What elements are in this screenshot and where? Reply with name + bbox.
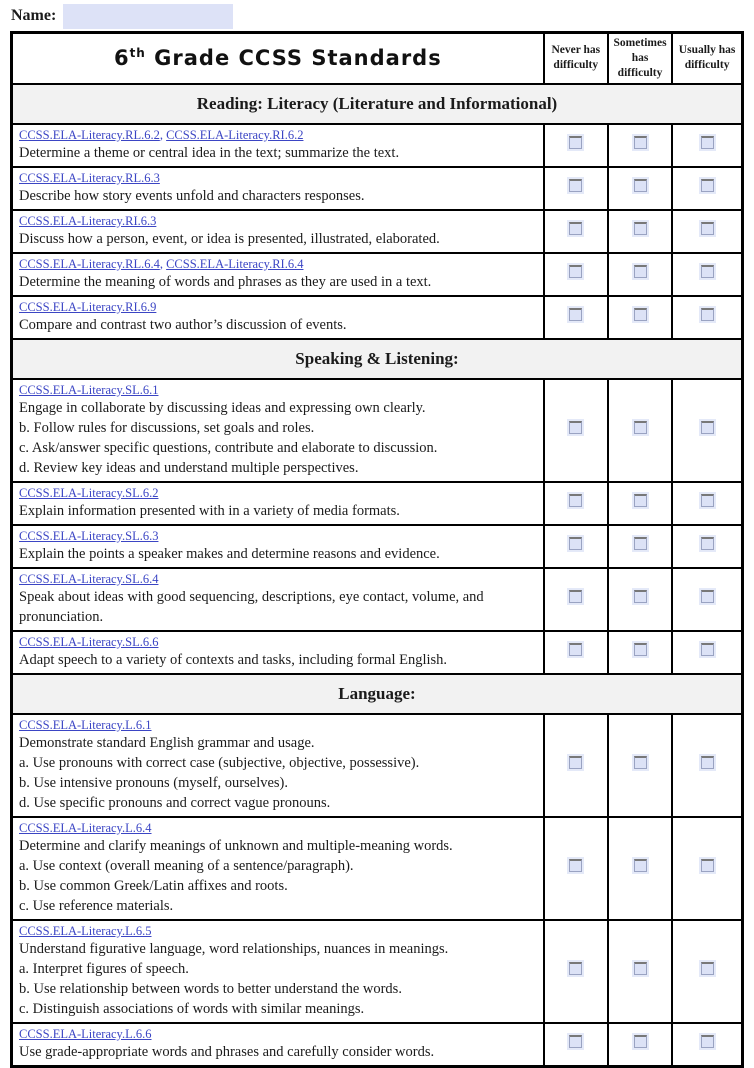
checkbox-cell (544, 379, 608, 482)
standard-cell (12, 631, 544, 674)
checkbox-cell (544, 296, 608, 339)
standard-code-link[interactable]: CCSS.ELA-Literacy.SL.6.3 (19, 528, 159, 543)
standard-code-link[interactable]: CCSS.ELA-Literacy.RI.6.3 (19, 213, 157, 228)
checkbox-cell (672, 167, 742, 210)
standard-description: Demonstrate standard English grammar and usage. (19, 734, 315, 751)
checkbox-cell (544, 920, 608, 1023)
checkbox-cell (608, 920, 672, 1023)
checkbox-cell (608, 631, 672, 674)
standard-code-link[interactable]: CCSS.ELA-Literacy.RL.6.2 (19, 127, 160, 142)
checkbox-cell (608, 210, 672, 253)
difficulty-checkbox[interactable] (634, 421, 647, 434)
standard-code-line (19, 381, 537, 398)
standard-code-link[interactable]: CCSS.ELA-Literacy.L.6.1 (19, 717, 152, 732)
standard-cell (12, 124, 544, 167)
standard-code-link[interactable]: CCSS.ELA-Literacy.SL.6.6 (19, 634, 159, 649)
standard-code-link[interactable]: CCSS.ELA-Literacy.L.6.6 (19, 1026, 152, 1041)
difficulty-checkbox[interactable] (634, 643, 647, 656)
standard-code-link[interactable]: CCSS.ELA-Literacy.L.6.4 (19, 820, 152, 835)
difficulty-checkbox[interactable] (569, 962, 582, 975)
difficulty-checkbox[interactable] (701, 756, 714, 769)
checkbox-cell (672, 920, 742, 1023)
standard-code-line (19, 633, 537, 650)
section-row (12, 339, 743, 379)
title-ordinal-suffix: th (129, 46, 146, 61)
difficulty-checkbox[interactable] (701, 308, 714, 321)
checkbox-cell (608, 379, 672, 482)
difficulty-checkbox[interactable] (569, 1035, 582, 1048)
difficulty-checkbox[interactable] (701, 537, 714, 550)
standard-description: Use grade-appropriate words and phrases and carefully consider words. (19, 1043, 435, 1060)
code-separator: , (159, 256, 167, 271)
difficulty-checkbox[interactable] (634, 537, 647, 550)
difficulty-checkbox[interactable] (634, 859, 647, 872)
standard-row (12, 167, 743, 210)
table-title (12, 33, 544, 84)
difficulty-checkbox[interactable] (569, 756, 582, 769)
difficulty-checkbox[interactable] (701, 494, 714, 507)
checkbox-cell (544, 124, 608, 167)
section-row (12, 674, 743, 714)
standard-description: c. Distinguish associations of words with similar meanings. (19, 1000, 365, 1017)
difficulty-checkbox[interactable] (569, 537, 582, 550)
standard-row (12, 1023, 743, 1067)
checkbox-cell (672, 379, 742, 482)
standard-code-line (19, 527, 537, 544)
standard-description: b. Use common Greek/Latin affixes and roots. (19, 877, 288, 894)
standard-row (12, 124, 743, 167)
difficulty-checkbox[interactable] (569, 265, 582, 278)
standard-cell (12, 714, 544, 817)
standard-row (12, 379, 743, 482)
checkbox-cell (544, 210, 608, 253)
standard-description: Determine a theme or central idea in the text; summarize the text. (19, 144, 400, 161)
standard-code-line (19, 484, 537, 501)
difficulty-checkbox[interactable] (569, 308, 582, 321)
section-row (12, 84, 743, 124)
standard-description: a. Interpret figures of speech. (19, 960, 189, 977)
checkbox-cell (672, 631, 742, 674)
difficulty-checkbox[interactable] (634, 1035, 647, 1048)
code-separator: , (159, 127, 167, 142)
standard-cell (12, 167, 544, 210)
table-header-row (12, 33, 743, 84)
name-input[interactable] (63, 4, 233, 29)
standard-code-link[interactable]: CCSS.ELA-Literacy.RI.6.4 (166, 256, 304, 271)
standard-description: Compare and contrast two author’s discussion of events. (19, 316, 347, 333)
difficulty-checkbox[interactable] (569, 643, 582, 656)
difficulty-checkbox[interactable] (569, 494, 582, 507)
standard-code-line (19, 922, 537, 939)
standard-row (12, 920, 743, 1023)
standard-row (12, 568, 743, 631)
difficulty-checkbox[interactable] (634, 494, 647, 507)
checkbox-cell (672, 817, 742, 920)
checkbox-cell (672, 568, 742, 631)
difficulty-checkbox[interactable] (701, 136, 714, 149)
name-label: Name: (11, 7, 57, 24)
difficulty-checkbox[interactable] (634, 222, 647, 235)
difficulty-checkbox[interactable] (701, 265, 714, 278)
standard-row (12, 714, 743, 817)
difficulty-checkbox[interactable] (701, 1035, 714, 1048)
standard-description: Speak about ideas with good sequencing, descriptions, eye contact, volume, and pronunciation. (19, 588, 484, 625)
standard-cell (12, 920, 544, 1023)
difficulty-checkbox[interactable] (634, 308, 647, 321)
section-heading: Language: (12, 674, 743, 714)
checkbox-cell (672, 482, 742, 525)
title-text: Grade CCSS Standards (145, 46, 442, 71)
checkbox-cell (672, 296, 742, 339)
standard-description: Understand figurative language, word relationships, nuances in meanings. (19, 940, 449, 957)
checkbox-cell (544, 568, 608, 631)
difficulty-checkbox[interactable] (569, 590, 582, 603)
difficulty-checkbox[interactable] (701, 222, 714, 235)
standard-cell (12, 253, 544, 296)
standard-code-link[interactable]: CCSS.ELA-Literacy.RL.6.3 (19, 170, 160, 185)
checkbox-cell (608, 1023, 672, 1067)
checkbox-cell (544, 714, 608, 817)
standard-row (12, 631, 743, 674)
standard-cell (12, 1023, 544, 1067)
difficulty-checkbox[interactable] (701, 962, 714, 975)
difficulty-checkbox[interactable] (634, 136, 647, 149)
standard-code-line (19, 169, 537, 186)
standard-description: a. Use context (overall meaning of a sentence/paragraph). (19, 857, 354, 874)
title-number: 6 (113, 46, 130, 71)
section-heading: Reading: Literacy (Literature and Informational) (12, 84, 743, 124)
checkbox-cell (544, 631, 608, 674)
standard-row (12, 210, 743, 253)
standard-code-line (19, 570, 537, 587)
standard-code-link[interactable]: CCSS.ELA-Literacy.RI.6.2 (166, 127, 304, 142)
difficulty-checkbox[interactable] (569, 421, 582, 434)
difficulty-checkbox[interactable] (634, 179, 647, 192)
standard-description: Adapt speech to a variety of contexts and tasks, including formal English. (19, 651, 448, 668)
standard-code-line (19, 255, 537, 272)
standard-row (12, 253, 743, 296)
standard-code-line (19, 212, 537, 229)
standard-description: a. Use pronouns with correct case (subjective, objective, possessive). (19, 754, 420, 771)
checkbox-cell (608, 167, 672, 210)
checkbox-cell (544, 482, 608, 525)
name-row (10, 2, 744, 30)
standard-description: Explain information presented with in a variety of media formats. (19, 502, 400, 519)
checkbox-cell (672, 124, 742, 167)
difficulty-checkbox[interactable] (701, 643, 714, 656)
standard-description: b. Use intensive pronouns (myself, ourselves). (19, 774, 289, 791)
standard-description: Determine and clarify meanings of unknown and multiple-meaning words. (19, 837, 453, 854)
difficulty-checkbox[interactable] (569, 859, 582, 872)
checkbox-cell (608, 253, 672, 296)
difficulty-checkbox[interactable] (701, 179, 714, 192)
standard-description: d. Use specific pronouns and correct vague pronouns. (19, 794, 331, 811)
checkbox-cell (608, 482, 672, 525)
checkbox-cell (544, 1023, 608, 1067)
standard-code-link[interactable]: CCSS.ELA-Literacy.RI.6.9 (19, 299, 157, 314)
standard-code-link[interactable]: CCSS.ELA-Literacy.L.6.5 (19, 923, 152, 938)
standards-table (10, 31, 744, 1068)
difficulty-checkbox[interactable] (569, 222, 582, 235)
checkbox-cell (672, 210, 742, 253)
standard-description: Engage in collaborate by discussing ideas and expressing own clearly. (19, 399, 426, 416)
difficulty-checkbox[interactable] (569, 179, 582, 192)
checkbox-cell (608, 525, 672, 568)
checkbox-cell (608, 124, 672, 167)
standard-description: Determine the meaning of words and phrases as they are used in a text. (19, 273, 432, 290)
standard-code-line (19, 819, 537, 836)
standards-table-body (12, 84, 743, 1067)
standard-row (12, 817, 743, 920)
section-heading: Speaking & Listening: (12, 339, 743, 379)
standard-description: c. Use reference materials. (19, 897, 174, 914)
standard-description: Describe how story events unfold and characters responses. (19, 187, 365, 204)
checkbox-cell (608, 568, 672, 631)
standard-description: b. Follow rules for discussions, set goals and roles. (19, 419, 315, 436)
difficulty-checkbox[interactable] (634, 265, 647, 278)
difficulty-checkbox[interactable] (701, 859, 714, 872)
standard-row (12, 482, 743, 525)
checkbox-cell (672, 525, 742, 568)
checkbox-cell (608, 296, 672, 339)
column-header-sometimes: Sometimes has difficulty (608, 33, 672, 84)
standard-cell (12, 296, 544, 339)
standard-cell (12, 568, 544, 631)
difficulty-checkbox[interactable] (634, 962, 647, 975)
standard-description: Discuss how a person, event, or idea is presented, illustrated, elaborated. (19, 230, 440, 247)
standard-code-link[interactable]: CCSS.ELA-Literacy.RL.6.4 (19, 256, 160, 271)
standard-code-line (19, 1025, 537, 1042)
difficulty-checkbox[interactable] (634, 756, 647, 769)
standard-code-line (19, 298, 537, 315)
checkbox-cell (608, 817, 672, 920)
standard-cell (12, 379, 544, 482)
difficulty-checkbox[interactable] (701, 590, 714, 603)
standard-cell (12, 817, 544, 920)
standard-code-link[interactable]: CCSS.ELA-Literacy.SL.6.2 (19, 485, 159, 500)
standard-description: c. Ask/answer specific questions, contribute and elaborate to discussion. (19, 439, 438, 456)
standard-code-line (19, 716, 537, 733)
checkbox-cell (544, 167, 608, 210)
standard-row (12, 525, 743, 568)
standard-description: b. Use relationship between words to better understand the words. (19, 980, 402, 997)
standard-cell (12, 482, 544, 525)
standard-description: Explain the points a speaker makes and determine reasons and evidence. (19, 545, 440, 562)
standard-code-line (19, 126, 537, 143)
difficulty-checkbox[interactable] (634, 590, 647, 603)
standard-cell (12, 210, 544, 253)
column-header-never: Never has difficulty (544, 33, 608, 84)
standard-code-link[interactable]: CCSS.ELA-Literacy.SL.6.4 (19, 571, 159, 586)
standard-code-link[interactable]: CCSS.ELA-Literacy.SL.6.1 (19, 382, 159, 397)
column-header-usually: Usually has difficulty (672, 33, 742, 84)
checkbox-cell (672, 1023, 742, 1067)
difficulty-checkbox[interactable] (701, 421, 714, 434)
checkbox-cell (672, 253, 742, 296)
standard-description: d. Review key ideas and understand multiple perspectives. (19, 459, 359, 476)
checkbox-cell (672, 714, 742, 817)
checkbox-cell (544, 525, 608, 568)
checkbox-cell (544, 253, 608, 296)
standard-cell (12, 525, 544, 568)
standard-row (12, 296, 743, 339)
checkbox-cell (608, 714, 672, 817)
checkbox-cell (544, 817, 608, 920)
difficulty-checkbox[interactable] (569, 136, 582, 149)
